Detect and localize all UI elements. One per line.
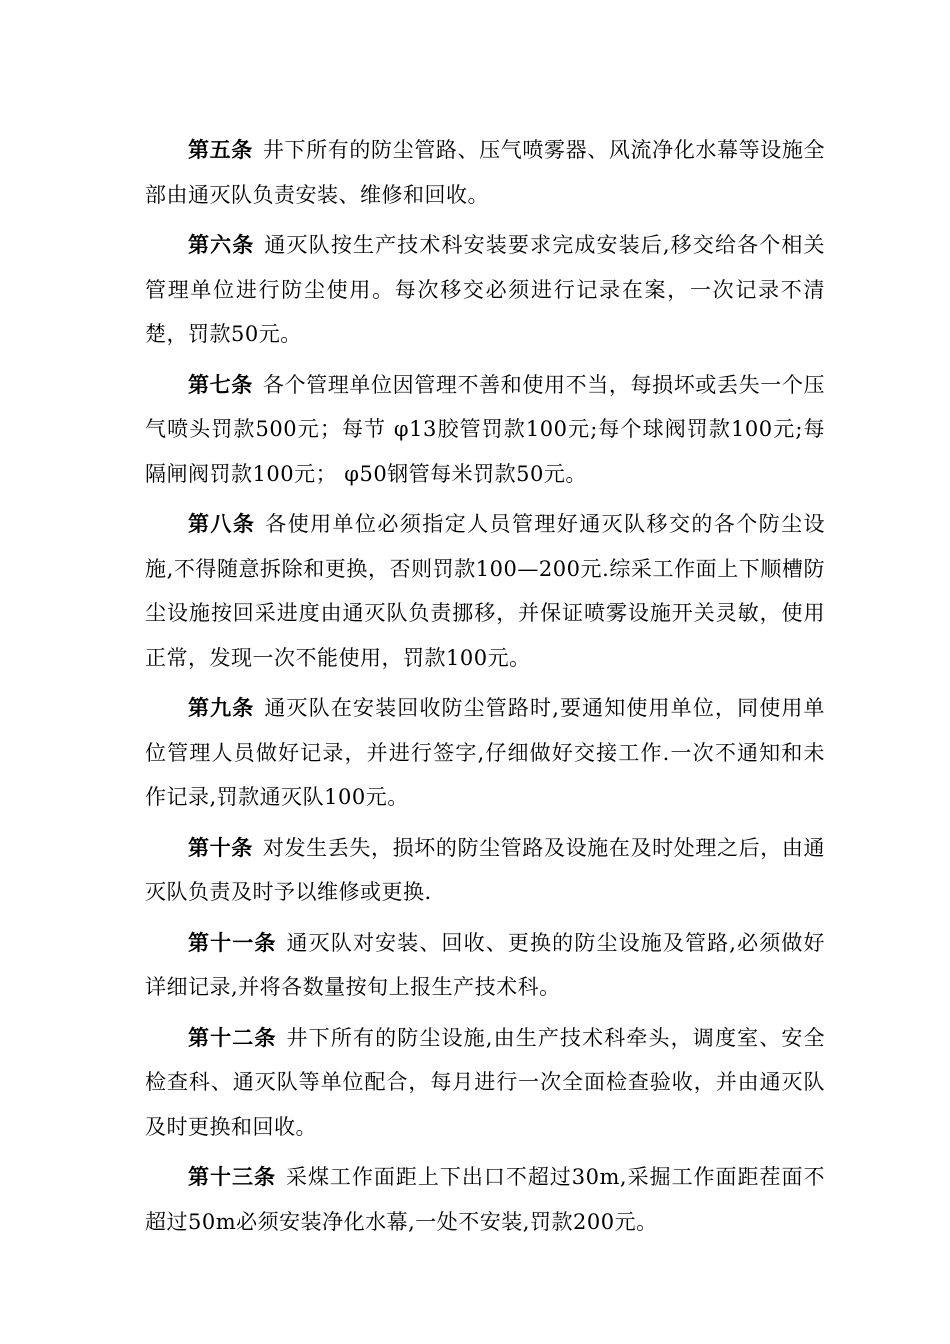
article-label: 第七条 xyxy=(188,371,253,397)
article-text: 通灭队按生产技术科安装要求完成安装后,移交给各个相关管理单位进行防尘使用。每次移交必须进行记录在案，一次记录不清楚，罚款50元。 xyxy=(145,233,825,346)
document-body xyxy=(145,128,825,1250)
article-label: 第九条 xyxy=(188,695,255,720)
article-text: 采煤工作面距上下出口不超过30m,采掘工作面距茬面不超过50m必须安装净化水幕,一处不安装,罚款200元。 xyxy=(145,1165,825,1234)
article-label: 第十一条 xyxy=(188,929,277,955)
article-8 xyxy=(145,502,825,680)
article-7 xyxy=(145,363,825,497)
article-label: 第十三条 xyxy=(188,1164,276,1189)
article-5 xyxy=(145,128,825,217)
article-text: 井下所有的防尘设施,由生产技术科牵头，调度室、安全检查科、通灭队等单位配合，每月进行一次全面检查验收，并由通灭队及时更换和回收。 xyxy=(145,1025,825,1139)
article-text: 通灭队对安装、回收、更换的防尘设施及管路,必须做好详细记录,并将各数量按旬上报生产技术科。 xyxy=(145,930,825,999)
article-text: 井下所有的防尘管路、压气喷雾器、风流净化水幕等设施全部由通灭队负责安装、维修和回收。 xyxy=(145,138,825,207)
article-label: 第十条 xyxy=(188,834,253,860)
article-11 xyxy=(145,921,825,1010)
article-9 xyxy=(145,686,825,820)
article-13 xyxy=(145,1155,825,1244)
article-text: 各个管理单位因管理不善和使用不当，每损坏或丢失一个压气喷头罚款500元；每节 φ13胶管罚款100元;每个球阀罚款100元;每隔闸阀罚款100元； φ50钢管每米罚款50元。 xyxy=(145,372,825,486)
article-6 xyxy=(145,223,825,357)
article-text: 各使用单位必须指定人员管理好通灭队移交的各个防尘设施,不得随意拆除和更换，否则罚款100—200元.综采工作面上下顺槽防尘设施按回采进度由通灭队负责挪移，并保证喷雾设施开关灵敏，使用正常，发现一次不能使用，罚款100元。 xyxy=(145,512,826,670)
article-label: 第八条 xyxy=(188,511,256,536)
article-10 xyxy=(145,826,825,915)
article-label: 第六条 xyxy=(188,232,255,257)
article-label: 第五条 xyxy=(188,137,253,162)
article-text: 对发生丢失，损坏的防尘管路及设施在及时处理之后，由通灭队负责及时予以维修或更换. xyxy=(145,835,825,904)
article-label: 第十二条 xyxy=(188,1024,277,1050)
article-text: 通灭队在安装回收防尘管路时,要通知使用单位，同使用单位管理人员做好记录，并进行签字,仔细做好交接工作.一次不通知和未作记录,罚款通灭队100元。 xyxy=(145,696,825,809)
article-12 xyxy=(145,1016,825,1150)
